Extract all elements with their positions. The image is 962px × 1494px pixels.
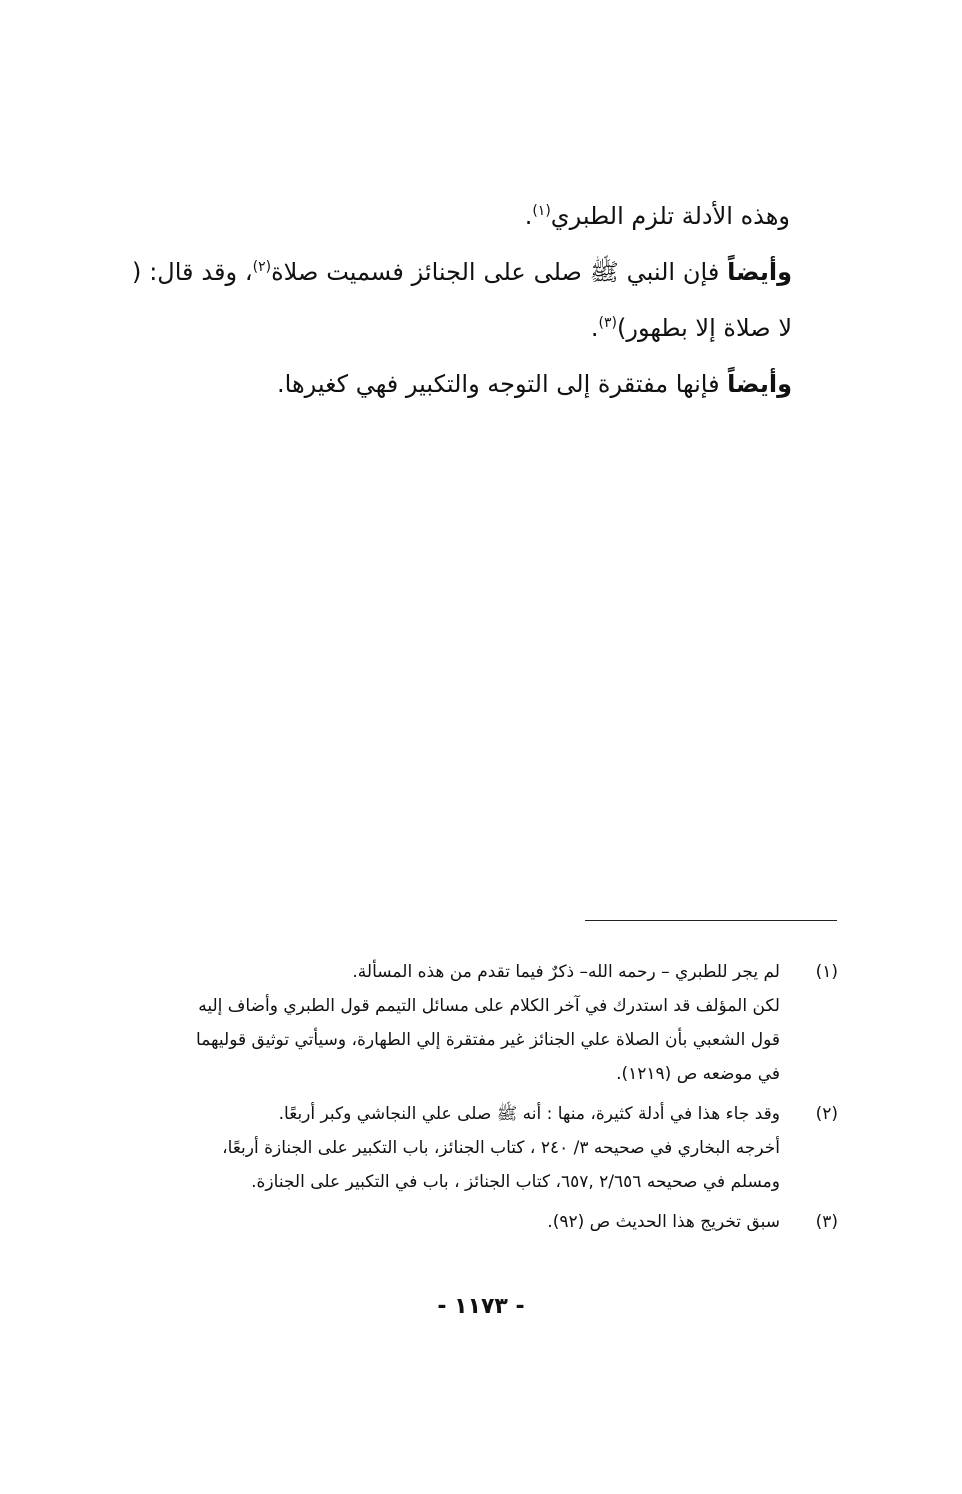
footnote-line: قول الشعبي بأن الصلاة علي الجنائز غير مفتقرة إلي الطهارة، وسيأتي توثيق قوليهما xyxy=(196,1030,780,1050)
paragraph-2-end: . xyxy=(590,314,599,342)
paragraph-3-text: فإنها مفتقرة إلى التوجه والتكبير فهي كغيرها. xyxy=(277,370,728,398)
footnote-number: (١) xyxy=(815,962,838,982)
footnote-line: أخرجه البخاري في صحيحه ٣/ ٢٤٠ ، كتاب الجنائز، باب التكبير على الجنازة أربعًا، xyxy=(222,1138,780,1158)
paragraph-3 xyxy=(132,356,800,412)
footnote-divider xyxy=(585,920,837,921)
footnote-line: في موضعه ص (١٢١٩). xyxy=(616,1064,780,1084)
footnote-body xyxy=(130,955,780,1091)
paragraph-1-text: وهذه الأدلة تلزم الطبري xyxy=(550,202,790,230)
footnote-ref-2: (٢) xyxy=(252,259,272,275)
paragraph-1 xyxy=(132,188,800,244)
paragraph-3-lead: وأيضاً xyxy=(727,370,792,398)
footnote-2 xyxy=(130,1097,838,1199)
paragraph-2 xyxy=(132,244,800,356)
footnote-line: لم يجر للطبري – رحمه الله– ذكرٌ فيما تقدم من هذه المسألة. xyxy=(352,962,780,982)
footnote-number: (٢) xyxy=(815,1104,838,1124)
paragraph-2-text-2: ، وقد قال: ( لا صلاة إلا بطهور) xyxy=(132,258,792,342)
footnote-line: وقد جاء هذا في أدلة كثيرة، منها : أنه ﷺ صلى علي النجاشي وكبر أربعًا. xyxy=(278,1104,780,1124)
footnotes-section xyxy=(130,955,838,1245)
footnote-line: ومسلم في صحيحه ٢/٦٥٦ ,٦٥٧، كتاب الجنائز ، باب في التكبير على الجنازة. xyxy=(251,1172,780,1192)
footnote-1 xyxy=(130,955,838,1091)
footnote-ref-1: (١) xyxy=(532,203,551,219)
footnote-line: لكن المؤلف قد استدرك في آخر الكلام على مسائل التيمم قول الطبري وأضاف إليه xyxy=(198,996,780,1016)
footnote-body xyxy=(130,1205,780,1239)
paragraph-2-text: فإن النبي ﷺ صلى على الجنائز فسميت صلاة xyxy=(271,258,728,286)
footnote-body xyxy=(130,1097,780,1199)
paragraph-1-end: . xyxy=(524,202,533,230)
footnote-line: سبق تخريج هذا الحديث ص (٩٢). xyxy=(547,1212,780,1232)
paragraph-2-lead: وأيضاً xyxy=(727,258,792,286)
main-body-text xyxy=(132,188,800,412)
footnote-3 xyxy=(130,1205,838,1239)
footnote-ref-3: (٣) xyxy=(598,315,618,331)
footnote-number: (٣) xyxy=(815,1212,838,1232)
page-number: - ١١٧٣ - xyxy=(437,1294,525,1319)
